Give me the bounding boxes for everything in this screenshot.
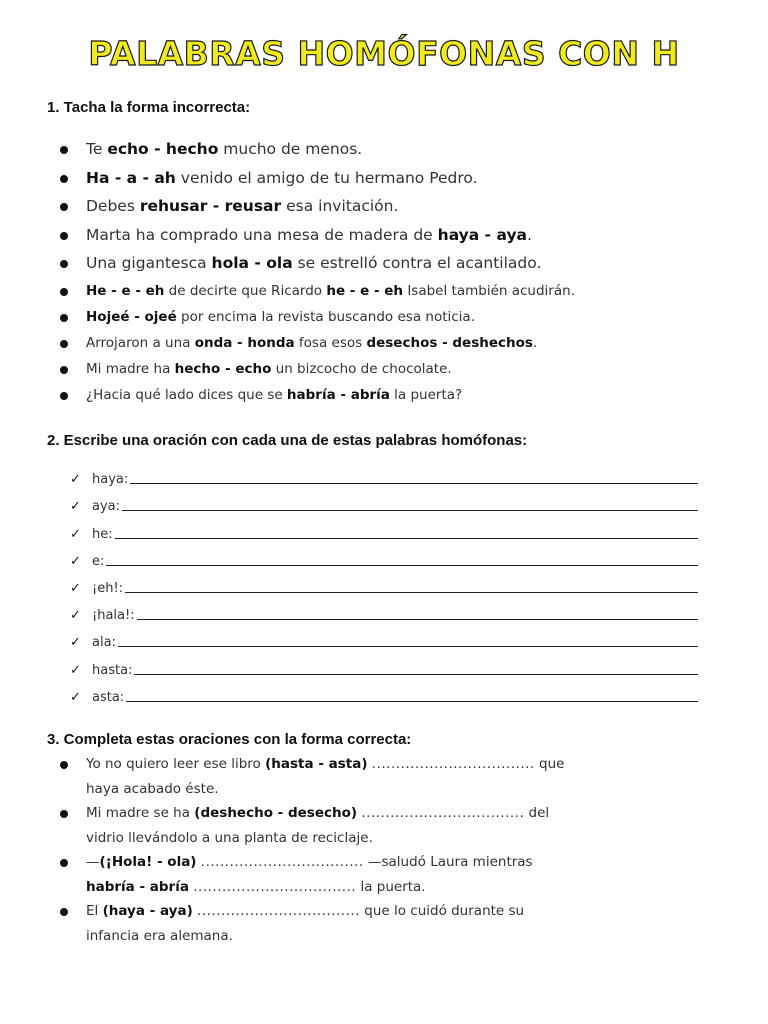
list-item: ✓ ¡hala!: — [70, 596, 698, 623]
section-1-heading: 1. Tacha la forma incorrecta: — [47, 99, 251, 116]
option-pair: (¡Hola! - ola) — [99, 854, 197, 870]
option-pair[interactable]: habría - abría — [286, 386, 390, 403]
list-item: —(¡Hola! - ola) .................................. —saludó Laura mientras habría - abría .................................. la puerta. — [58, 850, 568, 899]
blank-field[interactable]: .................................. — [361, 805, 525, 821]
list-item: ✓ ala: — [70, 623, 698, 650]
bullet-icon — [60, 203, 68, 211]
option-pair: (hasta - asta) — [265, 756, 368, 772]
list-item: Ha - a - ah venido el amigo de tu hermano Pedro. — [58, 164, 558, 193]
list-item: ✓ haya: — [70, 460, 698, 487]
list-item: ✓ he: — [70, 514, 698, 541]
list-item: ¿Hacia qué lado dices que se habría - abría la puerta? — [58, 382, 558, 408]
list-item: ✓ asta: — [70, 678, 698, 705]
list-item: Hojeé - ojeé por encima la revista buscando esa noticia. — [58, 304, 558, 330]
option-pair: habría - abría — [86, 878, 189, 895]
checkmark-icon: ✓ — [70, 553, 81, 569]
bullet-icon — [60, 232, 68, 240]
answer-line[interactable] — [137, 618, 698, 620]
option-pair[interactable]: Hojeé - ojeé — [86, 308, 177, 325]
bullet-icon — [60, 288, 68, 296]
list-item: ✓ e: — [70, 542, 698, 569]
answer-line[interactable] — [125, 591, 698, 593]
section-3-list — [58, 752, 568, 948]
page-title: PALABRAS HOMÓFONAS CON H — [88, 34, 680, 73]
option-pair[interactable]: hola - ola — [211, 254, 293, 272]
checkmark-icon: ✓ — [70, 472, 81, 488]
option-pair[interactable]: He - e - eh — [86, 282, 165, 299]
list-item: Te echo - hecho mucho de menos. — [58, 135, 558, 164]
checkmark-icon: ✓ — [70, 526, 81, 542]
option-pair[interactable]: onda - honda — [194, 334, 295, 351]
list-item: Mi madre ha hecho - echo un bizcocho de chocolate. — [58, 356, 558, 382]
answer-line[interactable] — [126, 700, 698, 702]
option-pair: (haya - aya) — [102, 903, 193, 919]
bullet-icon — [60, 859, 68, 867]
bullet-icon — [60, 908, 68, 916]
option-pair[interactable]: hecho - echo — [174, 360, 272, 377]
bullet-icon — [60, 761, 68, 769]
section-2-heading: 2. Escribe una oración con cada una de estas palabras homófonas: — [47, 432, 528, 449]
answer-line[interactable] — [130, 482, 698, 484]
list-item: He - e - eh de decirte que Ricardo he - e - eh Isabel también acudirán. — [58, 278, 558, 304]
answer-line[interactable] — [122, 509, 698, 511]
checkmark-icon: ✓ — [70, 580, 81, 596]
option-pair[interactable]: Ha - a - ah — [86, 168, 176, 187]
option-pair: (deshecho - desecho) — [194, 805, 358, 821]
checkmark-icon: ✓ — [70, 689, 81, 705]
bullet-icon — [60, 260, 68, 268]
blank-field[interactable]: .................................. — [371, 756, 535, 772]
list-item: Mi madre se ha (deshecho - desecho) .................................. del vidrio llevándolo a una planta de reciclaje. — [58, 801, 568, 850]
section-2-list — [70, 460, 698, 705]
list-item: Arrojaron a una onda - honda fosa esos desechos - deshechos. — [58, 330, 558, 356]
bullet-icon — [60, 810, 68, 818]
list-item: Marta ha comprado una mesa de madera de haya - aya. — [58, 221, 558, 250]
bullet-icon — [60, 366, 68, 374]
bullet-icon — [60, 392, 68, 400]
list-item: El (haya - aya) .................................. que lo cuidó durante su infancia era alemana. — [58, 899, 568, 948]
list-item: ✓ aya: — [70, 487, 698, 514]
blank-field[interactable]: .................................. — [197, 903, 360, 919]
list-item: Debes rehusar - reusar esa invitación. — [58, 192, 558, 221]
answer-line[interactable] — [134, 673, 698, 675]
checkmark-icon: ✓ — [70, 499, 81, 515]
bullet-icon — [60, 175, 68, 183]
answer-line[interactable] — [115, 537, 698, 539]
list-item: ✓ hasta: — [70, 650, 698, 677]
blank-field[interactable]: .................................. — [193, 878, 357, 895]
checkmark-icon: ✓ — [70, 635, 81, 651]
list-item: ✓ ¡eh!: — [70, 569, 698, 596]
bullet-icon — [60, 146, 68, 154]
bullet-icon — [60, 314, 68, 322]
list-item: Una gigantesca hola - ola se estrelló contra el acantilado. — [58, 249, 558, 278]
blank-field[interactable]: .................................. — [200, 854, 364, 870]
section-3-heading: 3. Completa estas oraciones con la forma correcta: — [47, 731, 412, 748]
option-pair[interactable]: haya - aya — [437, 225, 528, 244]
list-item: Yo no quiero leer ese libro (hasta - asta) .................................. que haya acabado éste. — [58, 752, 568, 801]
option-pair[interactable]: rehusar - reusar — [139, 197, 282, 215]
checkmark-icon: ✓ — [70, 608, 81, 624]
section-1-list — [58, 135, 575, 408]
answer-line[interactable] — [106, 564, 698, 566]
answer-line[interactable] — [118, 645, 698, 647]
bullet-icon — [60, 340, 68, 348]
checkmark-icon: ✓ — [70, 662, 81, 678]
option-pair[interactable]: echo - hecho — [107, 140, 219, 158]
